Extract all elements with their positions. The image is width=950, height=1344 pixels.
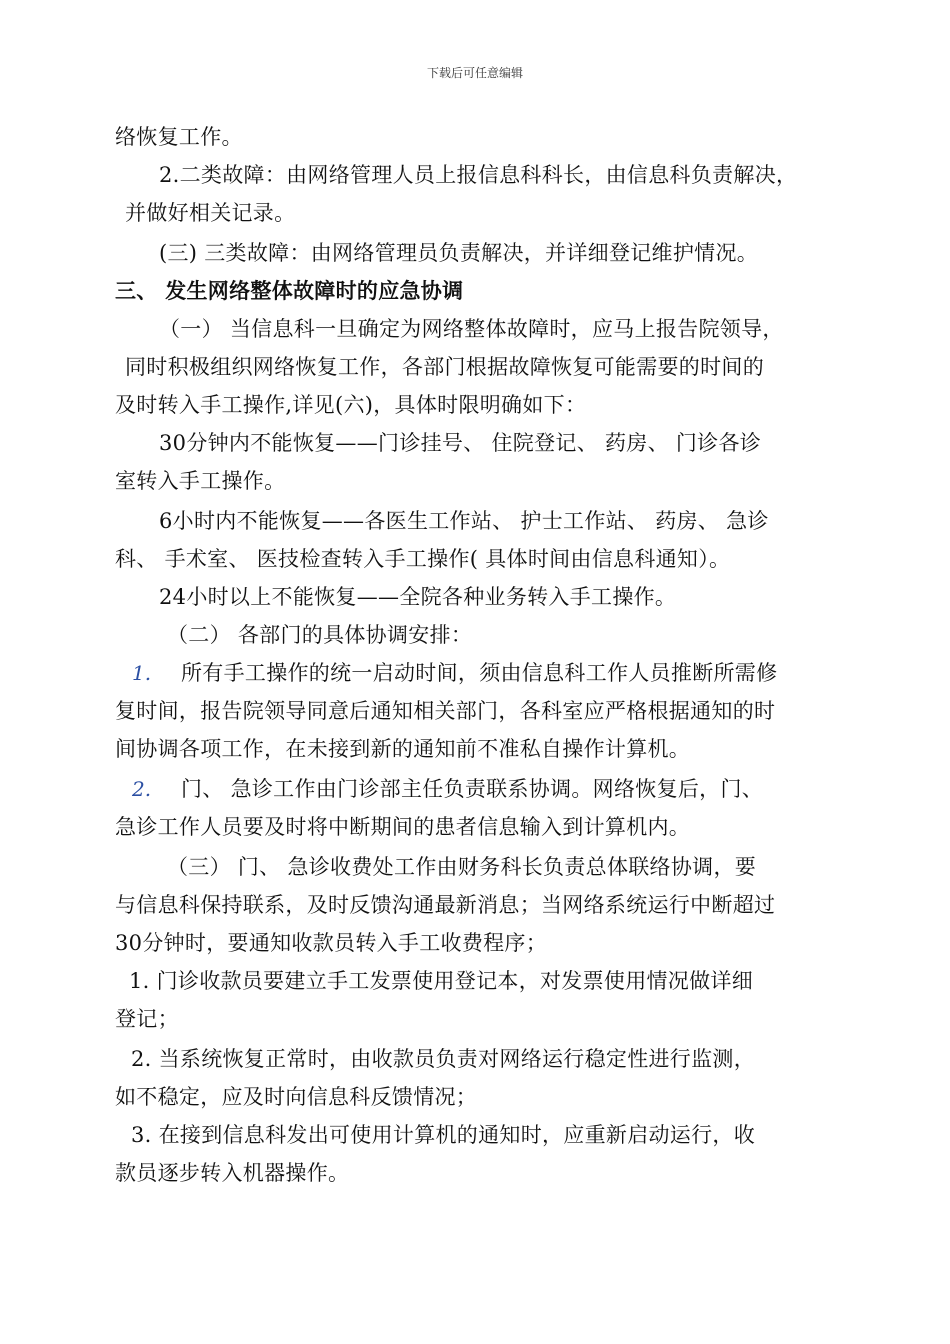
text-line: 30分钟时，要通知收款员转入手工收费程序； [115,931,548,955]
text-line: 与信息科保持联系，及时反馈沟通最新消息；当网络系统运行中断超过 [115,893,776,917]
text-line: 复时间，报告院领导同意后通知相关部门，各科室应严格根据通知的时 [115,699,776,723]
text-line: 2.二类故障：由网络管理人员上报信息科科长，由信息科负责解决， [159,163,798,187]
text-line: 30分钟内不能恢复——门诊挂号、 住院登记、 药房、 门诊各诊 [159,431,762,455]
text-line: 门、 急诊工作由门诊部主任负责联系协调。网络恢复后，门、 [181,777,764,801]
text-line: 3. 在接到信息科发出可使用计算机的通知时，应重新启动运行，收 [131,1123,756,1147]
text-line: 所有手工操作的统一启动时间，须由信息科工作人员推断所需修 [181,661,778,685]
text-line: 1. 门诊收款员要建立手工发票使用登记本，对发票使用情况做详细 [129,969,754,993]
text-line: 及时转入手工操作,详见(六)，具体时限明确如下： [115,393,587,417]
text-line: 间协调各项工作，在未接到新的通知前不准私自操作计算机。 [115,737,691,761]
page-header: 下载后可任意编辑 [426,66,523,80]
list-number: 1. [132,661,152,685]
text-line: 并做好相关记录。 [125,201,296,225]
text-line: 登记； [115,1007,179,1031]
text-line: （二） 各部门的具体协调安排： [167,623,473,647]
text-line: 急诊工作人员要及时将中断期间的患者信息输入到计算机内。 [115,815,691,839]
text-line: 6小时内不能恢复——各医生工作站、 护士工作站、 药房、 急诊 [159,509,769,533]
text-line: 款员逐步转入机器操作。 [115,1161,350,1185]
text-line: 24小时以上不能恢复——全院各种业务转入手工操作。 [159,585,677,609]
text-line: 2. 当系统恢复正常时，由收款员负责对网络运行稳定性进行监测， [131,1047,756,1071]
section-heading: 三、 发生网络整体故障时的应急协调 [115,278,464,303]
text-line: （一） 当信息科一旦确定为网络整体故障时，应马上报告院领导， [159,317,784,341]
text-line: （三） 门、 急诊收费处工作由财务科长负责总体联络协调，要 [167,855,757,879]
text-line: 室转入手工操作。 [115,469,286,493]
list-number: 2. [132,777,152,801]
text-line: 如不稳定，应及时向信息科反馈情况； [115,1085,478,1109]
text-line: 同时积极组织网络恢复工作，各部门根据故障恢复可能需要的时间的 [125,355,764,379]
text-line: 科、 手术室、 医技检查转入手工操作( 具体时间由信息科通知）。 [115,547,731,571]
text-line: 络恢复工作。 [115,125,243,149]
text-line: (三) 三类故障：由网络管理员负责解决，并详细登记维护情况。 [159,241,759,265]
